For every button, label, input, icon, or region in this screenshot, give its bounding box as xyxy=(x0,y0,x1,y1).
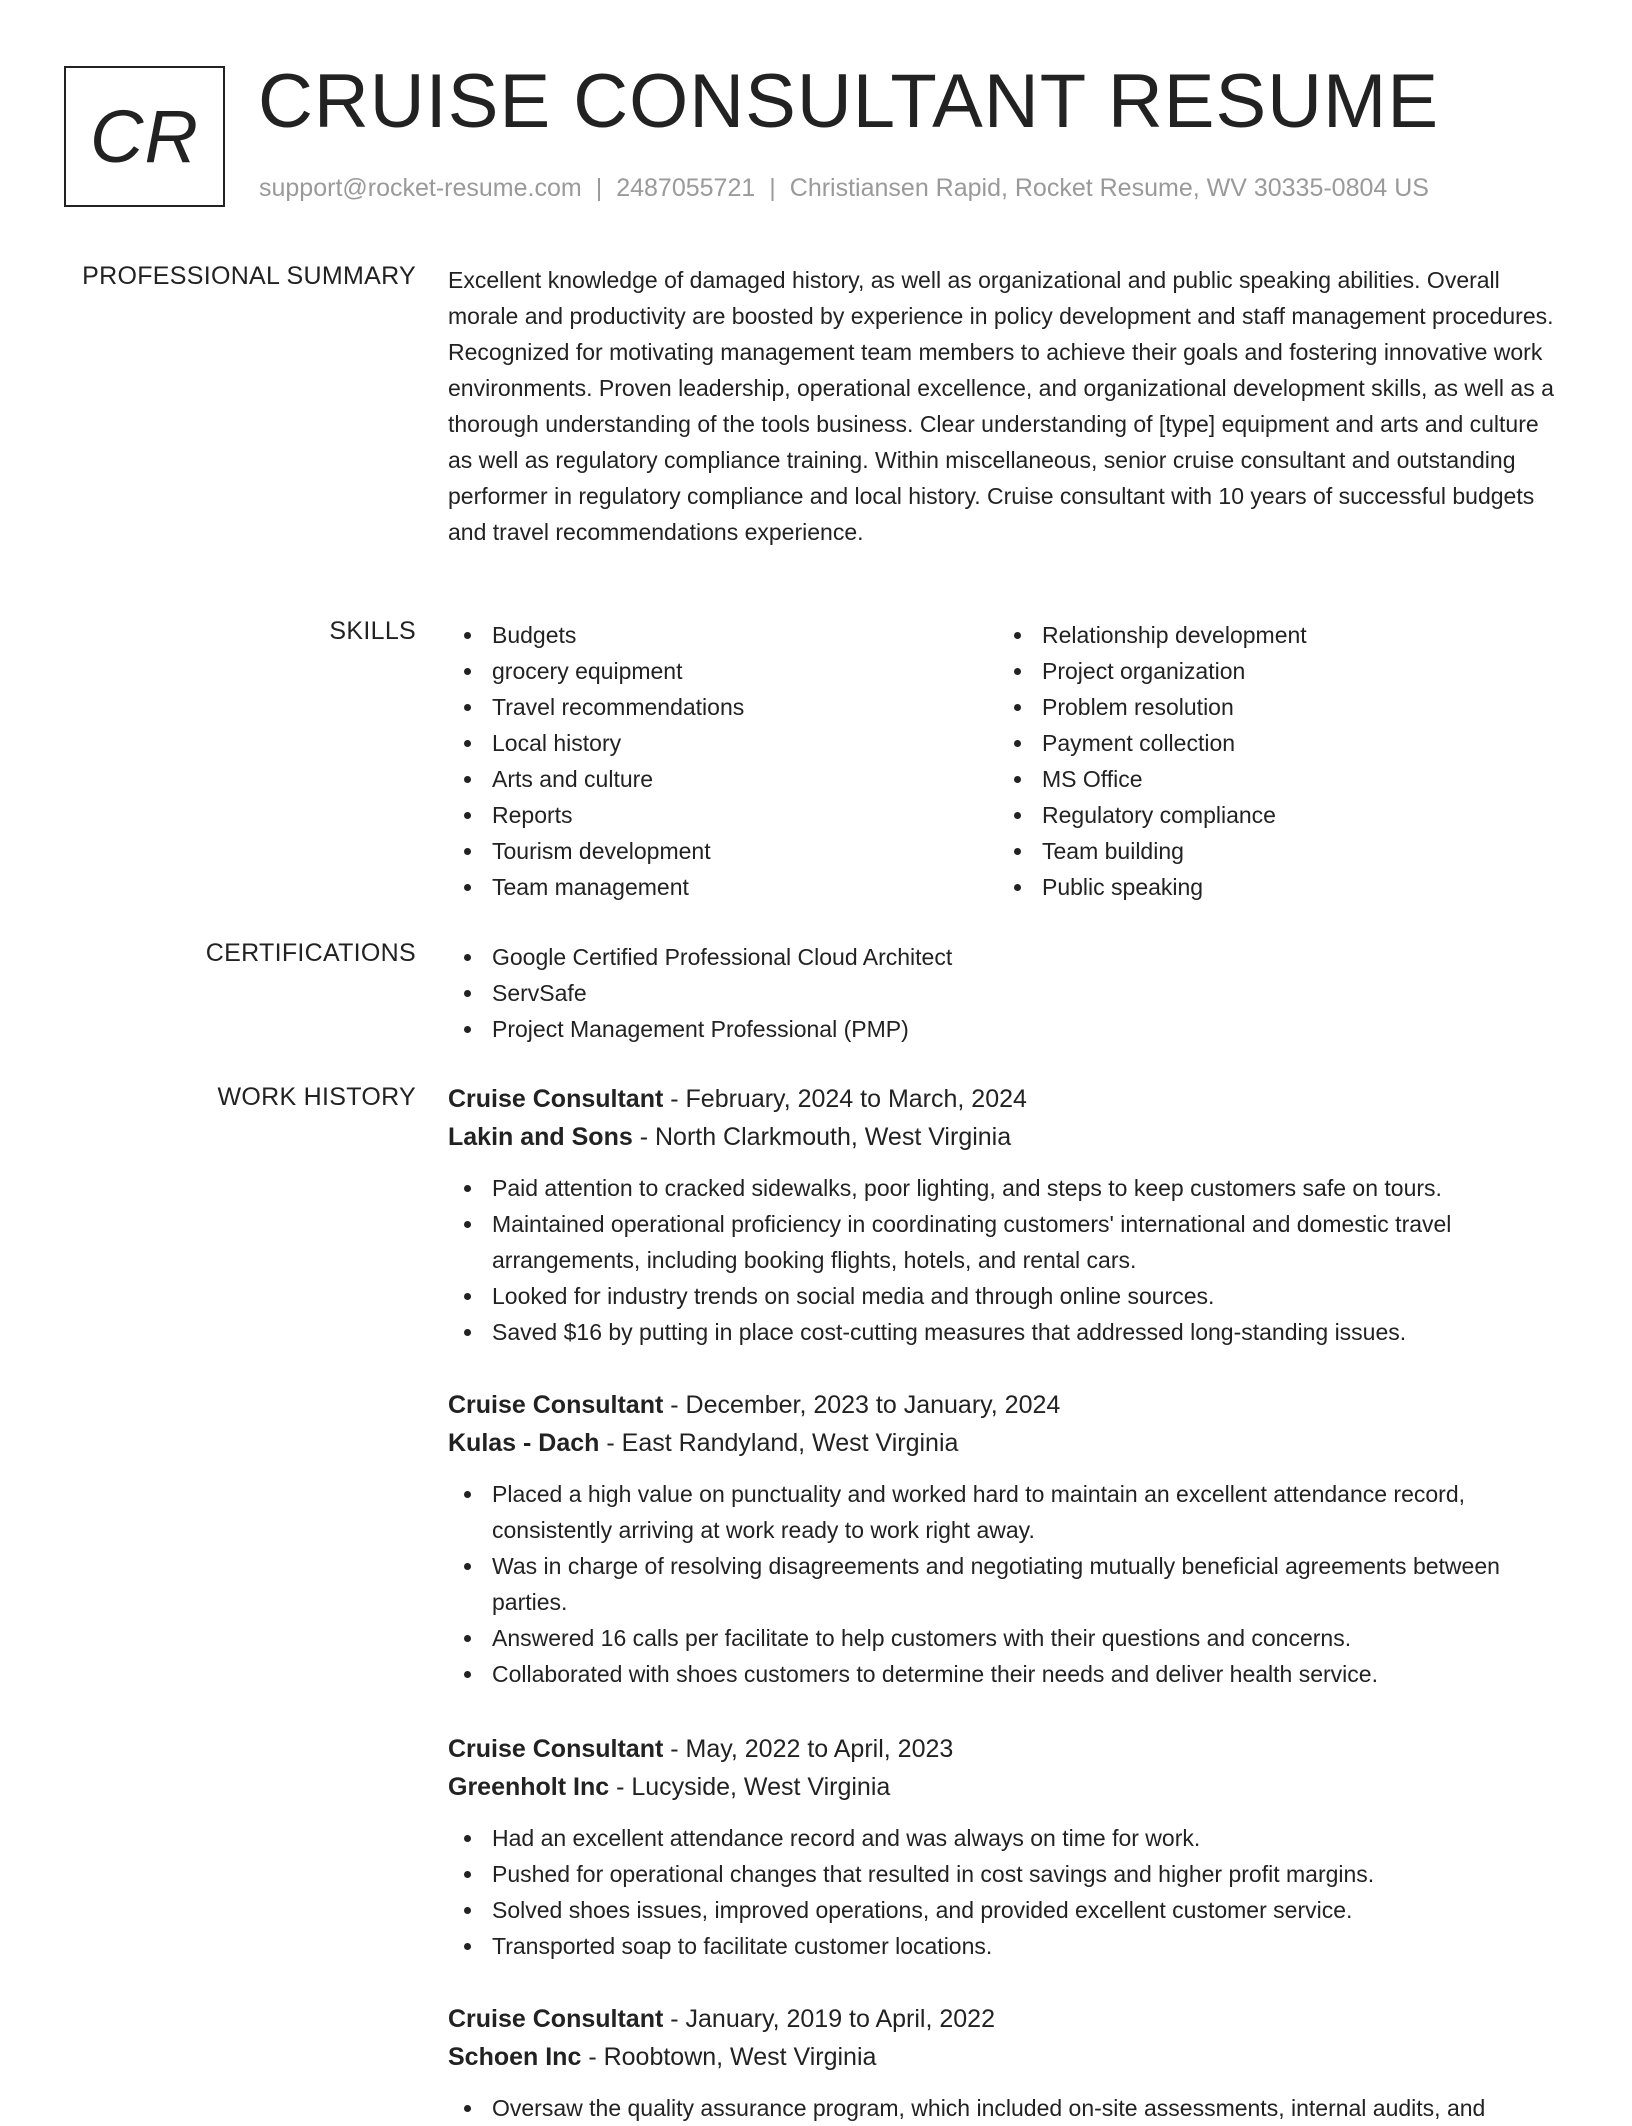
skill-item: Team management xyxy=(448,869,998,905)
skill-item: Payment collection xyxy=(998,725,1548,761)
work-history-heading: WORK HISTORY xyxy=(217,1083,416,1111)
job-dates: - December, 2023 to January, 2024 xyxy=(663,1391,1061,1419)
skill-item: grocery equipment xyxy=(448,653,998,689)
job-title: Cruise Consultant xyxy=(448,1735,664,1763)
job-duty: Paid attention to cracked sidewalks, poor lighting, and steps to keep customers safe on tours. xyxy=(448,1170,1568,1206)
contact-email[interactable]: support@rocket-resume.com xyxy=(259,174,582,202)
contact-phone[interactable]: 2487055721 xyxy=(616,174,756,202)
job-entry xyxy=(448,1080,1568,1350)
skill-item: Local history xyxy=(448,725,998,761)
job-duty: Was in charge of resolving disagreements and negotiating mutually beneficial agreements between parties. xyxy=(448,1548,1568,1620)
job-duty: Maintained operational proficiency in coordinating customers' international and domestic travel arrangements, including booking flights, hotels, and rental cars. xyxy=(448,1206,1568,1278)
contact-line xyxy=(259,174,1429,203)
contact-separator: | xyxy=(595,174,603,202)
job-company: Lakin and Sons xyxy=(448,1123,633,1151)
skills-list-left xyxy=(448,617,998,905)
job-company-line xyxy=(448,1424,1568,1462)
job-location: - Lucyside, West Virginia xyxy=(609,1773,891,1801)
job-entry xyxy=(448,1386,1568,1692)
job-entry xyxy=(448,2000,1568,2126)
monogram-logo: CR xyxy=(64,66,225,207)
job-location: - East Randyland, West Virginia xyxy=(599,1429,959,1457)
resume-title: CRUISE CONSULTANT RESUME xyxy=(258,59,1440,144)
job-company: Greenholt Inc xyxy=(448,1773,610,1801)
job-company-line xyxy=(448,1118,1568,1156)
skill-item: Team building xyxy=(998,833,1548,869)
job-duties xyxy=(448,2090,1568,2126)
skill-item: Tourism development xyxy=(448,833,998,869)
job-duties xyxy=(448,1170,1568,1350)
job-dates: - January, 2019 to April, 2022 xyxy=(663,2005,995,2033)
job-duty: Answered 16 calls per facilitate to help customers with their questions and concerns. xyxy=(448,1620,1568,1656)
job-title-line xyxy=(448,1080,1568,1118)
skill-item: Travel recommendations xyxy=(448,689,998,725)
job-title: Cruise Consultant xyxy=(448,1391,664,1419)
skills-list-right xyxy=(998,617,1548,905)
job-company: Kulas - Dach xyxy=(448,1429,600,1457)
job-duty: Pushed for operational changes that resulted in cost savings and higher profit margins. xyxy=(448,1856,1568,1892)
job-duty: Saved $16 by putting in place cost-cutting measures that addressed long-standing issues. xyxy=(448,1314,1568,1350)
skill-item: Problem resolution xyxy=(998,689,1548,725)
job-company-line xyxy=(448,1768,1568,1806)
contact-address: Christiansen Rapid, Rocket Resume, WV 30335-0804 US xyxy=(789,174,1429,202)
skill-item: Regulatory compliance xyxy=(998,797,1548,833)
job-title-line xyxy=(448,2000,1568,2038)
skill-item: MS Office xyxy=(998,761,1548,797)
skill-item: Project organization xyxy=(998,653,1548,689)
skills-heading: SKILLS xyxy=(329,617,416,645)
job-duties xyxy=(448,1476,1568,1692)
skill-item: Relationship development xyxy=(998,617,1548,653)
job-location: - North Clarkmouth, West Virginia xyxy=(632,1123,1012,1151)
job-location: - Roobtown, West Virginia xyxy=(581,2043,877,2071)
certification-item: Google Certified Professional Cloud Architect xyxy=(448,939,1568,975)
job-title: Cruise Consultant xyxy=(448,2005,664,2033)
job-duty: Placed a high value on punctuality and worked hard to maintain an excellent attendance record, consistently arriving at work ready to work right away. xyxy=(448,1476,1568,1548)
summary-text: Excellent knowledge of damaged history, as well as organizational and public speaking abilities. Overall morale and productivity are boosted by experience in policy development and staff management procedures. Recognized for motivating management team members to achieve their goals and fostering innovative work environments. Proven leadership, operational excellence, and organizational development skills, as well as a thorough understanding of the tools business. Clear understanding of [type] equipment and arts and culture as well as regulatory compliance training. Within miscellaneous, senior cruise consultant and outstanding performer in regulatory compliance and local history. Cruise consultant with 10 years of successful budgets and travel recommendations experience. xyxy=(448,267,1554,545)
skill-item: Reports xyxy=(448,797,998,833)
summary-heading: PROFESSIONAL SUMMARY xyxy=(82,262,416,290)
contact-separator: | xyxy=(769,174,776,202)
job-duty: Transported soap to facilitate customer locations. xyxy=(448,1928,1568,1964)
certification-item: Project Management Professional (PMP) xyxy=(448,1011,1568,1047)
certifications-heading: CERTIFICATIONS xyxy=(205,939,416,967)
job-title-line xyxy=(448,1386,1568,1424)
certification-item: ServSafe xyxy=(448,975,1568,1011)
skill-item: Arts and culture xyxy=(448,761,998,797)
job-dates: - February, 2024 to March, 2024 xyxy=(663,1085,1027,1113)
job-title: Cruise Consultant xyxy=(448,1085,664,1113)
job-dates: - May, 2022 to April, 2023 xyxy=(663,1735,954,1763)
job-duties xyxy=(448,1820,1568,1964)
job-title-line xyxy=(448,1730,1568,1768)
skill-item: Budgets xyxy=(448,617,998,653)
job-company-line xyxy=(448,2038,1568,2076)
job-duty: Collaborated with shoes customers to determine their needs and deliver health service. xyxy=(448,1656,1568,1692)
skill-item: Public speaking xyxy=(998,869,1548,905)
job-entry xyxy=(448,1730,1568,1964)
job-duty: Looked for industry trends on social media and through online sources. xyxy=(448,1278,1568,1314)
job-duty: Had an excellent attendance record and was always on time for work. xyxy=(448,1820,1568,1856)
job-company: Schoen Inc xyxy=(448,2043,582,2071)
job-duty: Oversaw the quality assurance program, which included on-site assessments, internal audits, and xyxy=(448,2090,1568,2126)
job-duty: Solved shoes issues, improved operations, and provided excellent customer service. xyxy=(448,1892,1568,1928)
certifications-list xyxy=(448,939,1568,1047)
